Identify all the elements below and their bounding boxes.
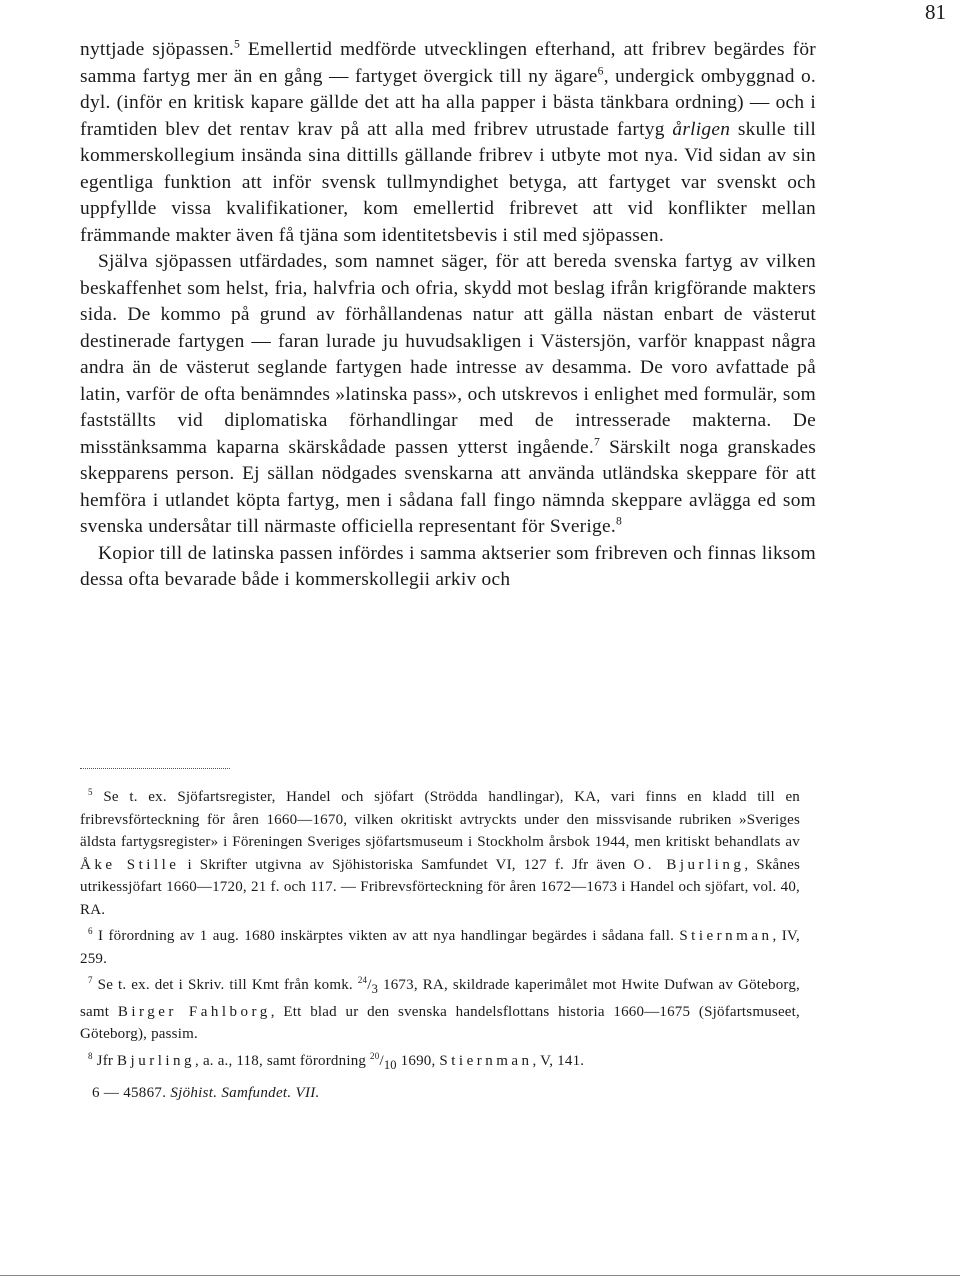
paragraph: Kopior till de latinska passen infördes i samma aktserier som fribreven och finnas liksom dessa ofta bevarade både i kommerskollegii arkiv och — [80, 542, 816, 590]
printer-signature — [92, 1083, 320, 1103]
footnote-divider — [80, 768, 230, 769]
signature-number: 6 — 45867. — [92, 1085, 167, 1101]
paragraph: Själva sjöpassen utfärdades, som namnet säger, för att bereda svenska fartyg av vilken beskaffenhet som helst, fria, halvfria och ofria, skydd mot beslag ifrån krigförande makters sida. De kommo på grund av förhållandenas natur att gälla nästan enbart de västerut destinerade fartygen — faran lurade ju huvudsakligen i Västersjön, varför knappast några andra än de västerut seglande fartygen hade intresse av desamma. De voro avfattade på latin, varför de ofta benämndes »latinska pass», och utskrevos i enlighet med formulär, som fastställts vid diplomatiska förhandlingar med de intresserade makterna. De misstänksamma kaparna skärskådade passen ytterst ingående.$^7$ Särskilt noga granskades skepparens person. Ej sällan nödgades svenskarna att använda utländska skeppare för att hemföra i utlandet köpta fartyg, men i sådana fall fingo nämnda skeppare avlägga ed som svenska undersåtar till närmaste officiella representant för Sverige.$^8$ — [80, 251, 817, 537]
footnote-reference: 6 — [597, 64, 604, 78]
footnote: $^6$ I förordning av 1 aug. 1680 inskärptes vikten av att nya handlingar begärdes i sådana fall. Stiernman, IV, 259. — [80, 926, 800, 967]
footnote: $^5$ Se t. ex. Sjöfartsregister, Handel och sjöfart (Strödda handlingar), KA, vari finns en kladd till en fribrevsförteckning för åren 1660—1670, vilken okritiskt avtryckts under den missvisande rubriken »Sveriges äldsta fartygsregister» i Föreningen Sveriges sjöfartsmuseum i Stockholm årsbok 1944, men kritiskt behandlats av Åke Stille i Skrifter utgivna av Sjöhistoriska Samfundet VI, 127 f. Jfr även O. Bjurling, Skånes utrikessjöfart 1660—1720, 21 f. och 117. — Fribrevsförteckning för åren 1672—1673 i Handel och sjöfart, vol. 40, RA. — [80, 787, 800, 918]
footnote: $^7$ Se t. ex. det i Skriv. till Kmt från komk. $^{24}/_3$ 1673, RA, skildrade kaperimålet mot Hwite Dufwan av Göteborg, samt Birger Fahlborg, Ett blad ur den svenska handelsflottans historia 1660—1675 (Sjöfartsmuseet, Göteborg), passim. — [80, 975, 800, 1042]
footnote-reference: 8 — [88, 1050, 93, 1061]
footnote-reference: 7 — [88, 975, 93, 985]
footnote-reference: 20 — [370, 1050, 380, 1061]
author-name: Stiernman — [439, 1052, 533, 1069]
author-name: Bjurling — [117, 1052, 196, 1069]
author-name: Birger Fahlborg — [117, 1003, 271, 1020]
main-text — [80, 37, 816, 594]
author-name: O. Bjurling — [633, 856, 745, 873]
footnote-reference: 24 — [357, 975, 368, 985]
page-number: 81 — [925, 0, 946, 24]
footnote-reference: 5 — [88, 787, 93, 797]
bottom-edge-line — [0, 1275, 960, 1276]
paragraph: nyttjade sjöpassen.$^5$ Emellertid medförde utvecklingen efterhand, att fribrev begärdes för samma fartyg mer än en gång — fartyget övergick till ny ägare$^6$, undergick ombyggnad o. dyl. (inför en kritisk kapare gällde det att ha alla papper i bästa tänkbara ordning) — och i framtiden blev det rentav krav på att alla med fribrev utrustade fartyg årligen skulle till kommerskollegium insända sina dittills gällande fribrev i utbyte mot nya. Vid sidan av sin egentliga funktion att inför svensk tullmyndighet betyga, att fartyget var svenskt och uppfyllde vissa kvalifikationer, kom emellertid fribrevet att vid konflikter mellan främmande makter även få tjäna som identitetsbevis i stil med sjöpassen. — [80, 37, 816, 246]
fraction-denominator: 3 — [371, 982, 379, 996]
author-name: Stiernman — [679, 928, 773, 944]
footnote-reference: 7 — [593, 435, 600, 449]
footnote-reference: 6 — [88, 926, 93, 936]
footnotes — [80, 786, 800, 1080]
author-name: Åke Stille — [80, 856, 180, 873]
footnote-reference: 5 — [233, 37, 241, 51]
footnote-reference: 8 — [615, 514, 622, 528]
emphasis: årligen — [672, 118, 731, 140]
fraction-denominator: 10 — [383, 1057, 397, 1072]
signature-title: Sjöhist. Samfundet. VII. — [170, 1085, 320, 1101]
footnote: $^8$ Jfr Bjurling, a. a., 118, samt förordning $^{20}/_{10}$ 1690, Stiernman, V, 141. — [88, 1050, 585, 1072]
